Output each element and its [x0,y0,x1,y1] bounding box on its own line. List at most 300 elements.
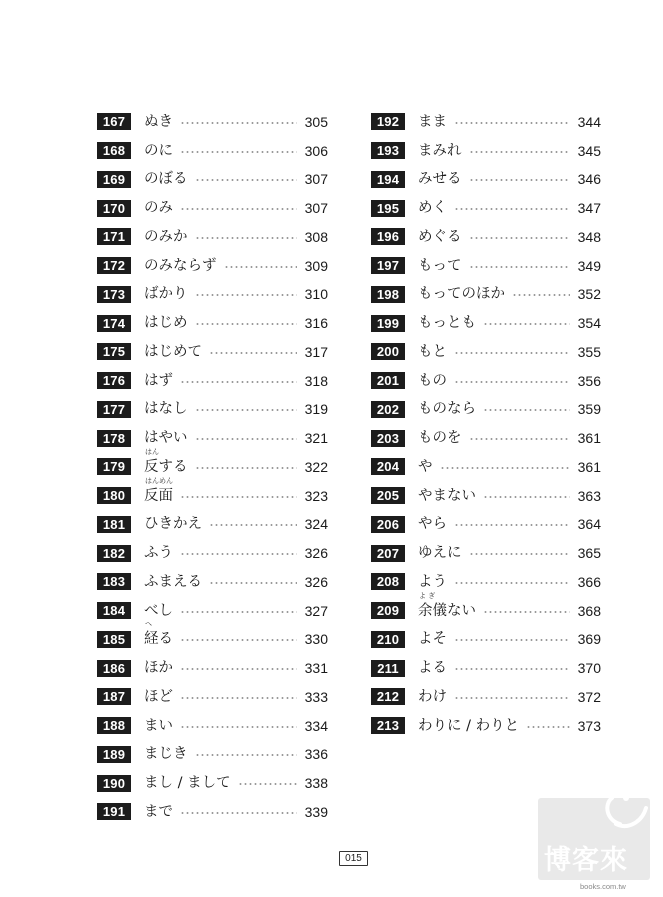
entry-page-number: 326 [304,573,328,590]
entry-page-number: 306 [304,142,328,159]
entry-term: まで [144,803,173,820]
entry-number-badge: 167 [97,113,131,130]
watermark-text: 博客來 [544,845,628,876]
index-entry [371,163,601,192]
entry-page-number: 322 [304,458,328,475]
entry-number-badge: 207 [371,545,405,562]
entry-number-badge: 196 [371,228,405,245]
index-entry-inner [371,399,601,419]
index-entry [371,364,601,393]
entry-number-badge: 180 [97,487,131,504]
index-entry [97,620,328,652]
entry-term-wrap [144,112,173,132]
index-entry [371,565,601,594]
entry-term: よる [418,660,447,676]
dot-leader [454,582,570,584]
entry-term-wrap [418,256,462,276]
index-entry [371,393,601,422]
entry-page-number: 368 [577,602,601,619]
dot-leader [224,266,298,268]
dot-leader [454,639,570,641]
index-entry-inner [97,399,328,419]
entry-term-wrap [144,227,188,247]
index-entry-inner [371,629,601,649]
entry-number-badge: 168 [97,142,131,159]
index-entry-inner [97,476,328,506]
index-entry-inner [97,601,328,621]
index-entry [97,364,328,393]
entry-term: ものなら [418,401,476,418]
entry-number-badge: 173 [97,286,131,303]
index-entry [371,450,601,479]
entry-term-wrap [418,399,476,419]
entry-number-badge: 202 [371,401,405,418]
entry-term-wrap [418,428,462,448]
entry-number-badge: 191 [97,803,131,820]
entry-term-wrap [418,371,447,391]
index-entry-inner [371,716,601,736]
entry-number-badge: 188 [97,717,131,734]
entry-term: まし / まして [144,775,231,791]
entry-term-wrap [418,313,476,333]
entry-term-wrap [144,773,231,793]
index-entry-inner [97,227,328,247]
dot-leader [469,553,571,555]
dot-leader [454,352,570,354]
dot-leader [195,754,298,756]
dot-leader [454,122,570,124]
entry-term: ほか [144,660,173,676]
entry-term: やまない [418,487,476,504]
entry-page-number: 373 [577,717,601,734]
entry-term-wrap [144,284,188,304]
dot-leader [195,237,298,239]
dot-leader [180,381,297,383]
dot-leader [469,237,571,239]
index-entry [97,278,328,307]
index-entry-inner [97,342,328,362]
entry-term-wrap [144,802,173,822]
entry-term-wrap [418,342,447,362]
entry-term-wrap [418,572,447,592]
entry-page-number: 349 [577,257,601,274]
entry-number-badge: 208 [371,573,405,590]
page-number: 015 [339,851,368,866]
dot-leader [483,496,570,498]
entry-term: 反する [144,458,188,475]
index-entry [97,306,328,335]
entry-number-badge: 172 [97,257,131,274]
index-entry [371,709,601,738]
dot-leader [180,151,297,153]
dot-leader [195,179,298,181]
index-entry-inner [97,447,328,477]
index-entry [97,249,328,278]
index-entry-inner [97,198,328,218]
entry-term: のに [144,142,173,159]
index-entry [97,565,328,594]
index-entry [371,335,601,364]
entry-number-badge: 179 [97,458,131,475]
dot-leader [180,553,297,555]
entry-number-badge: 197 [371,257,405,274]
entry-term-wrap [144,198,173,218]
entry-number-badge: 210 [371,631,405,648]
entry-term-wrap [144,256,217,276]
index-entry [97,163,328,192]
index-entry [97,508,328,537]
entry-term-wrap [144,687,173,707]
entry-term: 反面 [144,487,173,504]
furigana-reading: はんめん [145,476,173,485]
entry-term: のみ [144,200,173,216]
index-entry [97,220,328,249]
entry-term-wrap [144,476,173,506]
furigana-reading: はん [145,447,159,456]
index-entry [97,393,328,422]
entry-page-number: 361 [577,458,601,475]
entry-term: 余儀ない [418,602,476,619]
entry-page-number: 359 [577,401,601,418]
index-entry-inner [371,227,601,247]
index-entry [97,594,328,623]
dot-leader [209,524,297,526]
entry-page-number: 319 [304,401,328,418]
entry-number-badge: 193 [371,142,405,159]
dot-leader [180,639,297,641]
index-entry-inner [371,687,601,707]
watermark [538,792,654,890]
entry-number-badge: 185 [97,631,131,648]
entry-term-wrap [144,141,173,161]
entry-page-number: 307 [304,200,328,216]
index-entry-inner [371,543,601,563]
entry-term-wrap [418,543,462,563]
index-entry [97,447,328,479]
index-entry [371,220,601,249]
dot-leader [195,438,298,440]
dot-leader [454,697,570,699]
entry-number-badge: 213 [371,717,405,734]
index-entry-inner [371,342,601,362]
index-entry [371,508,601,537]
index-entry [371,680,601,709]
entry-number-badge: 200 [371,343,405,360]
index-entry [371,278,601,307]
entry-number-badge: 203 [371,430,405,447]
index-entry-inner [371,141,601,161]
entry-term: はず [144,372,173,389]
index-entry-inner [371,428,601,448]
entry-number-badge: 177 [97,401,131,418]
index-entry-inner [371,112,601,132]
index-entry-inner [371,514,601,534]
index-entry-inner [97,371,328,391]
entry-term-wrap [144,447,188,477]
entry-term-wrap [418,514,447,534]
entry-page-number: 370 [577,660,601,676]
entry-term-wrap [418,591,476,621]
index-entry [97,476,328,508]
dot-leader [180,812,297,814]
entry-term-wrap [418,716,519,736]
entry-term-wrap [418,687,447,707]
entry-number-badge: 198 [371,286,405,303]
entry-term-wrap [418,141,462,161]
index-entry-inner [97,716,328,736]
entry-term-wrap [418,112,447,132]
entry-term-wrap [418,169,462,189]
dot-leader [483,611,570,613]
entry-page-number: 361 [577,430,601,446]
entry-term: ものを [418,430,462,446]
index-entry-inner [371,572,601,592]
dot-leader [469,179,571,181]
index-entry [371,134,601,163]
index-entry [97,134,328,163]
index-entry-inner [371,371,601,391]
dot-leader [180,208,297,210]
index-entry [97,680,328,709]
entry-term-wrap [144,716,173,736]
entry-page-number: 308 [304,228,328,245]
index-entry-inner [97,572,328,592]
index-entry-inner [97,687,328,707]
entry-page-number: 369 [577,631,601,648]
entry-term: もってのほか [418,286,505,303]
entry-term: ばかり [144,286,188,303]
dot-leader [195,294,298,296]
entry-page-number: 347 [577,200,601,216]
index-entry-inner [371,256,601,276]
entry-term-wrap [418,658,447,678]
entry-number-badge: 187 [97,688,131,705]
entry-page-number: 309 [304,257,328,274]
entry-term: みせる [418,171,462,188]
entry-page-number: 310 [304,286,328,303]
dot-leader [195,409,298,411]
entry-term-wrap [144,428,188,448]
entry-term-wrap [144,744,188,764]
entry-term-wrap [144,342,202,362]
entry-page-number: 331 [304,660,328,676]
entry-page-number: 345 [577,142,601,159]
entry-term-wrap [144,658,173,678]
entry-page-number: 365 [577,545,601,561]
entry-page-number: 333 [304,688,328,705]
entry-term: もの [418,372,447,389]
entry-term: ほど [144,688,173,705]
dot-leader [180,726,297,728]
entry-page-number: 316 [304,315,328,331]
dot-leader [469,266,571,268]
index-entry [371,591,601,623]
entry-page-number: 348 [577,228,601,245]
entry-term-wrap [144,543,173,563]
index-entry-inner [97,773,328,793]
entry-number-badge: 171 [97,228,131,245]
entry-term: ゆえに [418,545,462,561]
entry-term: はやい [144,430,188,446]
dot-leader [469,438,571,440]
entry-page-number: 323 [304,487,328,504]
entry-term: まま [418,113,447,130]
entry-term: ふまえる [144,573,202,590]
entry-page-number: 355 [577,343,601,360]
watermark-url: books.com.tw [580,882,626,891]
dot-leader [238,783,297,785]
dot-leader [454,524,570,526]
index-entry-inner [97,620,328,649]
entry-number-badge: 176 [97,372,131,389]
index-entry-inner [371,486,601,506]
entry-term: はじめて [144,343,202,360]
entry-term: のみならず [144,257,217,274]
entry-page-number: 334 [304,717,328,734]
index-entry [97,536,328,565]
index-entry-inner [371,284,601,304]
dot-leader [180,496,297,498]
index-entry-inner [97,543,328,563]
dot-leader [180,122,297,124]
entry-term-wrap [418,486,476,506]
dot-leader [209,352,297,354]
entry-term: よそ [418,631,447,648]
entry-term: もって [418,257,462,274]
entry-page-number: 344 [577,113,601,130]
index-entry [371,421,601,450]
entry-number-badge: 183 [97,573,131,590]
entry-term: のみか [144,228,188,245]
entry-term: ふう [144,545,173,561]
entry-term: めぐる [418,228,462,245]
entry-term: ひきかえ [144,516,202,533]
index-column-right [371,105,601,738]
index-entry-inner [371,591,601,621]
entry-term: 経る [144,631,173,648]
index-entry-inner [97,658,328,678]
entry-page-number: 336 [304,746,328,763]
index-entry-inner [371,169,601,189]
dot-leader [454,208,570,210]
entry-page-number: 364 [577,516,601,533]
entry-number-badge: 182 [97,545,131,562]
entry-term: わりに / わりと [418,717,520,734]
dot-leader [209,582,297,584]
entry-term-wrap [144,572,202,592]
index-entry [97,795,328,824]
entry-term: やら [418,516,447,533]
entry-number-badge: 192 [371,113,405,130]
entry-term: のぼる [144,171,188,188]
entry-number-badge: 175 [97,343,131,360]
entry-number-badge: 186 [97,660,131,677]
entry-page-number: 366 [577,573,601,590]
index-entry-inner [97,169,328,189]
entry-number-badge: 174 [97,315,131,332]
entry-number-badge: 190 [97,775,131,792]
index-entry-inner [97,141,328,161]
dot-leader [180,697,297,699]
index-entry-inner [97,514,328,534]
entry-page-number: 354 [577,315,601,331]
entry-term: わけ [418,688,447,705]
entry-term: はなし [144,401,188,418]
index-entry [371,623,601,652]
dot-leader [180,611,297,613]
dot-leader [512,294,570,296]
index-entry [371,249,601,278]
entry-page-number: 363 [577,487,601,504]
entry-page-number: 372 [577,688,601,705]
entry-term-wrap [418,227,462,247]
entry-number-badge: 169 [97,171,131,188]
entry-term: ぬき [144,113,173,130]
entry-term: や [418,458,433,475]
entry-page-number: 305 [304,113,328,130]
entry-term: べし [144,602,173,619]
entry-number-badge: 170 [97,200,131,217]
index-entry-inner [97,284,328,304]
entry-page-number: 318 [304,372,328,389]
index-entry [97,766,328,795]
entry-page-number: 339 [304,803,328,820]
entry-number-badge: 189 [97,746,131,763]
index-entry-inner [97,744,328,764]
index-entry [371,651,601,680]
entry-term: めく [418,200,447,216]
dot-leader [454,381,570,383]
index-entry [97,651,328,680]
index-entry-inner [371,658,601,678]
index-entry [97,738,328,767]
index-entry [97,105,328,134]
entry-number-badge: 204 [371,458,405,475]
entry-term-wrap [418,457,433,477]
entry-number-badge: 206 [371,516,405,533]
entry-term: よう [418,573,447,590]
entry-term-wrap [418,629,447,649]
dot-leader [195,323,298,325]
dot-leader [469,151,571,153]
entry-page-number: 326 [304,545,328,561]
index-entry-inner [371,457,601,477]
index-entry [371,479,601,508]
entry-term: まみれ [418,142,462,159]
dot-leader [440,467,571,469]
index-entry-inner [97,428,328,448]
index-entry [371,536,601,565]
entry-page-number: 324 [304,516,328,533]
entry-term-wrap [144,620,173,649]
index-entry [371,191,601,220]
entry-number-badge: 205 [371,487,405,504]
entry-page-number: 330 [304,631,328,648]
entry-term-wrap [144,514,202,534]
entry-term-wrap [418,198,447,218]
entry-term-wrap [418,284,505,304]
index-entry [97,335,328,364]
dot-leader [526,726,570,728]
furigana-reading: へ [145,620,152,629]
index-entry-inner [97,112,328,132]
entry-number-badge: 181 [97,516,131,533]
dot-leader [180,668,297,670]
entry-page-number: 346 [577,171,601,188]
index-entry-inner [97,802,328,822]
entry-term-wrap [144,601,173,621]
dot-leader [454,668,570,670]
